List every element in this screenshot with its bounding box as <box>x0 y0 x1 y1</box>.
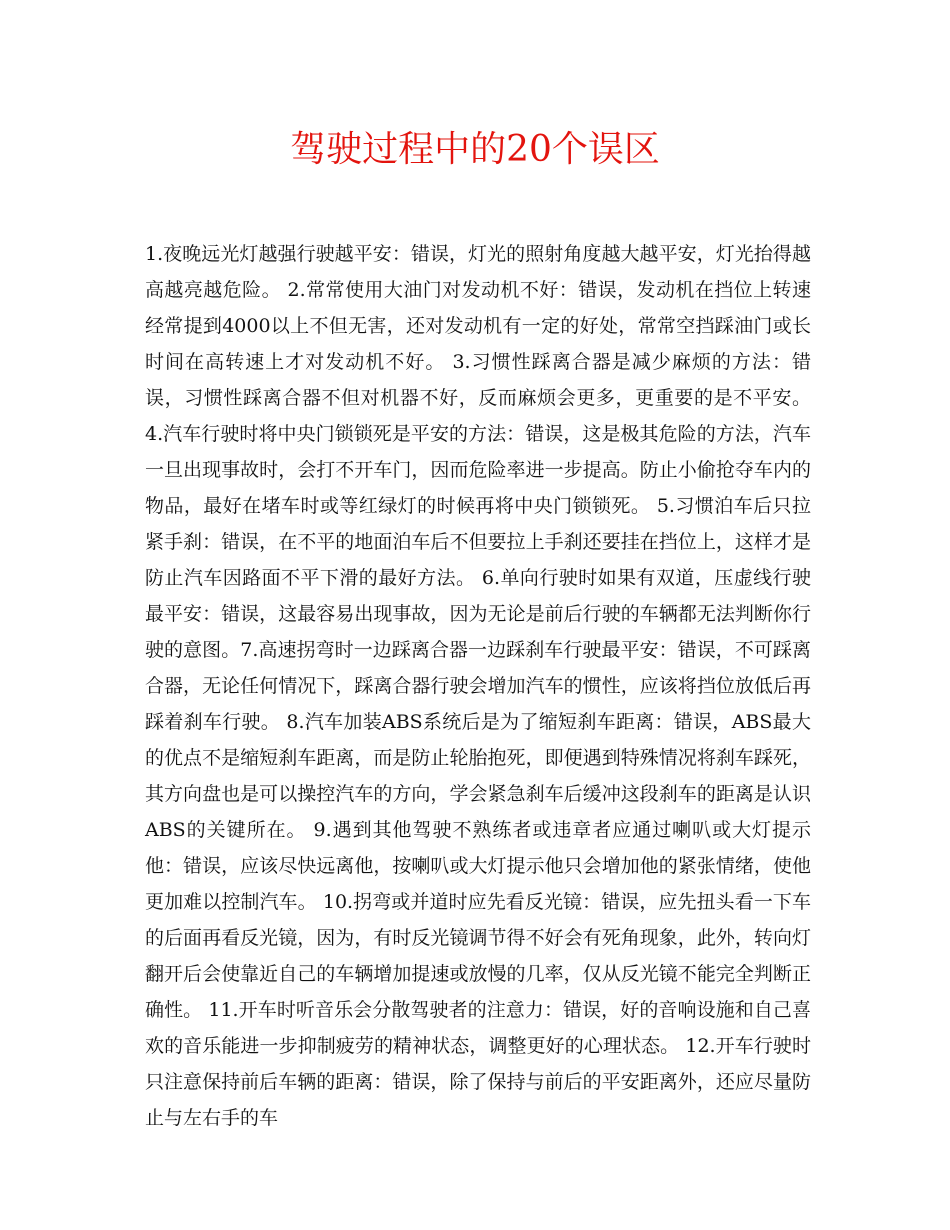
document-title: 驾驶过程中的20个误区 <box>290 129 660 170</box>
document-body <box>145 236 811 1136</box>
paragraph-item-2: 2.常常使用大油门对发动机不好：错误，发动机在挡位上转速经常提到4000以上不但无害，还对发动机有一定的好处，常常空挡踩油门或长时间在高转速上才对发动机不好。 <box>145 279 811 373</box>
paragraph-item-4: 4.汽车行驶时将中央门锁锁死是平安的方法：错误，这是极其危险的方法，汽车一旦出现事故时，会打不开车门，因而危险率进一步提高。防止小偷抢夺车内的物品，最好在堵车时或等红绿灯的时候再将中央门锁锁死。 <box>145 423 811 517</box>
paragraph-item-3: 3.习惯性踩离合器是减少麻烦的方法：错误，习惯性踩离合器不但对机器不好，反而麻烦会更多，更重要的是不平安。 <box>145 351 811 409</box>
paragraph-item-1: 1.夜晚远光灯越强行驶越平安：错误，灯光的照射角度越大越平安，灯光抬得越高越亮越危险。 <box>145 243 811 301</box>
paragraph-item-7: 7.高速拐弯时一边踩离合器一边踩刹车行驶最平安：错误，不可踩离合器，无论任何情况下，踩离合器行驶会增加汽车的惯性，应该将挡位放低后再踩着刹车行驶。 <box>145 639 811 733</box>
paragraph-item-12: 12.开车行驶时只注意保持前后车辆的距离：错误，除了保持与前后的平安距离外，还应尽量防止与左右手的车 <box>145 1035 811 1129</box>
paragraph-item-6: 6.单向行驶时如果有双道，压虚线行驶最平安：错误，这最容易出现事故，因为无论是前后行驶的车辆都无法判断你行驶的意图。 <box>145 567 811 661</box>
paragraph-item-5: 5.习惯泊车后只拉紧手刹：错误，在不平的地面泊车后不但要拉上手刹还要挂在挡位上，这样才是防止汽车因路面不平下滑的最好方法。 <box>145 495 811 589</box>
paragraph-item-11: 11.开车时听音乐会分散驾驶者的注意力：错误，好的音响设施和自己喜欢的音乐能进一步抑制疲劳的精神状态，调整更好的心理状态。 <box>145 999 811 1057</box>
paragraph-item-8: 8.汽车加装ABS系统后是为了缩短刹车距离：错误，ABS最大的优点不是缩短刹车距离，而是防止轮胎抱死，即便遇到特殊情况将刹车踩死，其方向盘也是可以操控汽车的方向，学会紧急刹车后缓冲这段刹车的距离是认识ABS的关键所在。 <box>145 711 811 841</box>
paragraph-item-9: 9.遇到其他驾驶不熟练者或违章者应通过喇叭或大灯提示他：错误，应该尽快远离他，按喇叭或大灯提示他只会增加他的紧张情绪，使他更加难以控制汽车。 <box>145 819 812 913</box>
paragraph-item-10: 10.拐弯或并道时应先看反光镜：错误，应先扭头看一下车的后面再看反光镜，因为，有时反光镜调节得不好会有死角现象，此外，转向灯翻开后会使靠近自己的车辆增加提速或放慢的几率，仅从反光镜不能完全判断正确性。 <box>145 891 811 1021</box>
